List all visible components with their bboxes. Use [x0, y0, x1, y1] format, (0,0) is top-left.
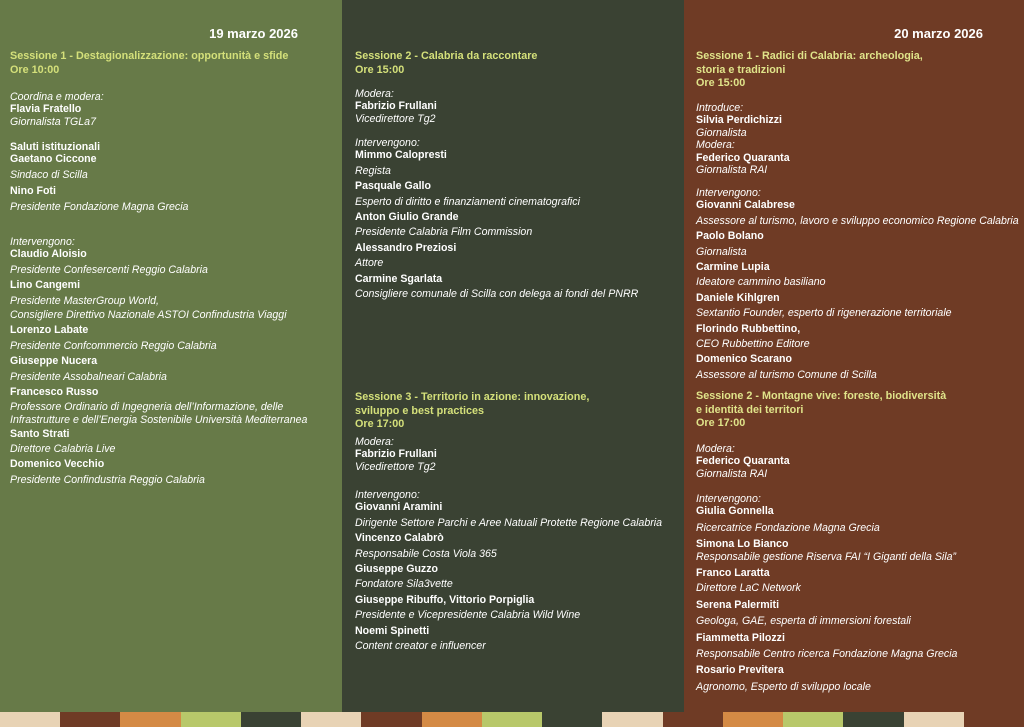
strip-segment: [723, 712, 783, 727]
moderator-title: Giornalista TGLa7: [10, 115, 96, 128]
speakers-label: Intervengono:: [696, 187, 761, 199]
day1-s3-header: [355, 391, 678, 432]
strip-segment: [181, 712, 241, 727]
speaker-title: Presidente MasterGroup World,: [10, 294, 159, 307]
strip-segment: [663, 712, 723, 727]
speaker-title: Presidente e Vicepresidente Calabria Wild Wine: [355, 609, 581, 622]
speaker-title: Esperto di diritto e finanziamenti cinematografici: [355, 195, 580, 208]
day1-date: 19 marzo 2026: [209, 26, 298, 41]
moderator-title: Giornalista RAI: [696, 164, 768, 177]
speaker-title: Fondatore Sila3vette: [355, 578, 453, 591]
greetings-label: Saluti istituzionali: [10, 141, 101, 153]
speakers-label: Intervengono:: [355, 489, 420, 501]
speaker-name: Lorenzo Labate: [10, 324, 89, 337]
session-title: Sessione 2 - Montagne vive: foreste, biodiversità: [696, 390, 947, 402]
day1-s2-moderator: [355, 88, 678, 125]
session-time: Ore 17:00: [355, 418, 405, 431]
session-time: Ore 15:00: [696, 77, 746, 90]
session-title: Sessione 3 - Territorio in azione: innovazione,: [355, 391, 590, 403]
speaker-title: Ricercatrice Fondazione Magna Grecia: [696, 521, 880, 534]
speaker-name: Carmine Sgarlata: [355, 272, 443, 285]
speakers-label: Intervengono:: [696, 493, 761, 505]
moderator-name: Federico Quaranta: [696, 151, 790, 164]
speaker-name: Rosario Previtera: [696, 664, 784, 677]
session-title: Sessione 2 - Calabria da raccontare: [355, 50, 538, 62]
speaker-title: CEO Rubbettino Editore: [696, 338, 810, 351]
speaker-title: Assessore al turismo Comune di Scilla: [696, 368, 877, 381]
speaker-title: Attore: [355, 257, 384, 270]
greeting-name: Nino Foti: [10, 185, 56, 198]
greeting-name: Gaetano Ciccone: [10, 153, 97, 166]
speaker-name: Paolo Bolano: [696, 230, 764, 243]
strip-segment: [361, 712, 421, 727]
speaker-title: Presidente Confcommercio Reggio Calabria: [10, 339, 217, 352]
strip-segment: [0, 712, 60, 727]
speaker-name: Francesco Russo: [10, 386, 99, 399]
session-title: Sessione 1 - Destagionalizzazione: opportunità e sfide: [10, 50, 289, 62]
day2-column: [684, 0, 1024, 712]
moderator-role: Modera:: [696, 139, 735, 152]
speaker-title: Presidente Confindustria Reggio Calabria: [10, 473, 205, 486]
speaker-name: Claudio Aloisio: [10, 248, 87, 261]
moderator-name: Federico Quaranta: [696, 455, 790, 468]
speaker-name: Giuseppe Ribuffo, Vittorio Porpiglia: [355, 593, 535, 606]
day1-s1-speakers: [10, 236, 336, 486]
speaker-title-line2: Consigliere Direttivo Nazionale ASTOI Confindustria Viaggi: [10, 309, 287, 322]
speaker-title: Dirigente Settore Parchi e Aree Natuali Protette Regione Calabria: [355, 516, 662, 529]
speaker-name: Simona Lo Bianco: [696, 538, 789, 551]
day1-s2-header: [355, 50, 678, 77]
strip-segment: [422, 712, 482, 727]
speaker-name: Florindo Rubbettino,: [696, 322, 801, 335]
day1-s1-header: [10, 50, 336, 77]
speaker-name: Lino Cangemi: [10, 279, 81, 292]
day2-date: 20 marzo 2026: [894, 26, 983, 41]
session-title-line2: sviluppo e best practices: [355, 404, 485, 417]
strip-segment: [120, 712, 180, 727]
speaker-name: Carmine Lupia: [696, 261, 770, 274]
moderator-name: Fabrizio Frullani: [355, 448, 437, 461]
strip-segment: [482, 712, 542, 727]
intro-title: Giornalista: [696, 126, 747, 139]
speaker-name: Santo Strati: [10, 428, 70, 441]
speaker-name: Giuseppe Guzzo: [355, 563, 438, 576]
speaker-title: Assessore al turismo, lavoro e sviluppo economico Regione Calabria: [696, 214, 1019, 227]
moderator-title: Vicedirettore Tg2: [355, 112, 436, 125]
moderator-role: Modera:: [355, 88, 394, 100]
speaker-title: Responsabile Centro ricerca Fondazione Magna Grecia: [696, 648, 958, 661]
speaker-title: Sextantio Founder, esperto di rigenerazione territoriale: [696, 307, 952, 320]
speaker-title: Direttore LaC Network: [696, 582, 801, 595]
day2-s1-speakers: [696, 187, 1018, 381]
speaker-name: Daniele Kihlgren: [696, 291, 780, 304]
speaker-title: Professore Ordinario di Ingegneria dell’Informazione, delle: [10, 401, 284, 414]
speaker-title-line2: Infrastrutture e dell’Energia Sostenibile Università Mediterranea: [10, 413, 308, 426]
day2-s1-header: [696, 50, 1018, 91]
speaker-title: Content creator e influencer: [355, 640, 486, 653]
speaker-title: Regista: [355, 164, 391, 177]
speaker-name: Anton Giulio Grande: [355, 211, 459, 224]
strip-segment: [843, 712, 903, 727]
moderator-name: Flavia Fratello: [10, 103, 82, 116]
strip-segment: [542, 712, 602, 727]
strip-segment: [301, 712, 361, 727]
day2-s2-speakers: [696, 493, 1018, 693]
speaker-name: Pasquale Gallo: [355, 180, 431, 193]
speakers-label: Intervengono:: [355, 137, 420, 149]
strip-segment: [783, 712, 843, 727]
day1-session2-3-column: [342, 0, 684, 712]
day2-s2-header: [696, 390, 1018, 431]
moderator-name: Fabrizio Frullani: [355, 100, 437, 113]
speaker-title: Responsabile Costa Viola 365: [355, 547, 497, 560]
moderator-role: Modera:: [696, 443, 735, 455]
speaker-title: Agronomo, Esperto di sviluppo locale: [696, 680, 871, 693]
speaker-title: Presidente Confesercenti Reggio Calabria: [10, 263, 208, 276]
speaker-title: Consigliere comunale di Scilla con delega ai fondi del PNRR: [355, 288, 639, 301]
greeting-title: Presidente Fondazione Magna Grecia: [10, 200, 189, 213]
session-time: Ore 17:00: [696, 417, 746, 430]
speaker-name: Franco Laratta: [696, 567, 770, 580]
moderator-role: Modera:: [355, 436, 394, 448]
session-time: Ore 15:00: [355, 63, 405, 76]
day2-s1-intro-moderator: [696, 102, 1018, 176]
speaker-title: Direttore Calabria Live: [10, 442, 116, 455]
day1-s3-speakers: [355, 489, 678, 652]
speaker-name: Giovanni Aramini: [355, 501, 443, 514]
moderator-role: Coordina e modera:: [10, 91, 104, 103]
day1-s3-moderator: [355, 436, 678, 473]
strip-segment: [241, 712, 301, 727]
speaker-name: Alessandro Preziosi: [355, 241, 457, 254]
strip-segment: [904, 712, 964, 727]
speaker-title: Presidente Calabria Film Commission: [355, 226, 533, 239]
speaker-name: Serena Palermiti: [696, 598, 780, 611]
decorative-color-strip: [0, 712, 1024, 727]
greeting-title: Sindaco di Scilla: [10, 168, 88, 181]
speaker-name: Vincenzo Calabrò: [355, 532, 444, 545]
session-title: Sessione 1 - Radici di Calabria: archeologia,: [696, 50, 923, 62]
speaker-title: Presidente Assobalneari Calabria: [10, 370, 167, 383]
day1-s2-speakers: [355, 137, 678, 300]
speaker-name: Noemi Spinetti: [355, 624, 430, 637]
moderator-title: Vicedirettore Tg2: [355, 460, 436, 473]
session-time: Ore 10:00: [10, 63, 60, 76]
strip-segment: [60, 712, 120, 727]
day2-s2-moderator: [696, 443, 1018, 480]
speaker-name: Giulia Gonnella: [696, 505, 774, 518]
speaker-title: Ideatore cammino basiliano: [696, 276, 826, 289]
speaker-title: Geologa, GAE, esperta di immersioni forestali: [696, 615, 911, 628]
speaker-name: Giuseppe Nucera: [10, 355, 98, 368]
speaker-name: Fiammetta Pilozzi: [696, 631, 785, 644]
speaker-title: Responsabile gestione Riserva FAI “I Giganti della Sila”: [696, 550, 957, 563]
speaker-name: Domenico Scarano: [696, 353, 792, 366]
strip-segment: [602, 712, 662, 727]
day1-session1-column: [0, 0, 342, 712]
speaker-title: Giornalista: [696, 245, 747, 258]
speaker-name: Mimmo Calopresti: [355, 149, 447, 162]
moderator-title: Giornalista RAI: [696, 467, 768, 480]
day1-s1-greetings: [10, 141, 336, 213]
intro-role: Introduce:: [696, 102, 744, 114]
session-title-line2: storia e tradizioni: [696, 63, 786, 76]
speaker-name: Domenico Vecchio: [10, 458, 105, 471]
day1-s1-moderator: [10, 91, 336, 128]
session-title-line2: e identità dei territori: [696, 403, 804, 416]
strip-segment: [964, 712, 1024, 727]
intro-name: Silvia Perdichizzi: [696, 114, 782, 127]
speaker-name: Giovanni Calabrese: [696, 199, 795, 212]
speakers-label: Intervengono:: [10, 236, 75, 248]
